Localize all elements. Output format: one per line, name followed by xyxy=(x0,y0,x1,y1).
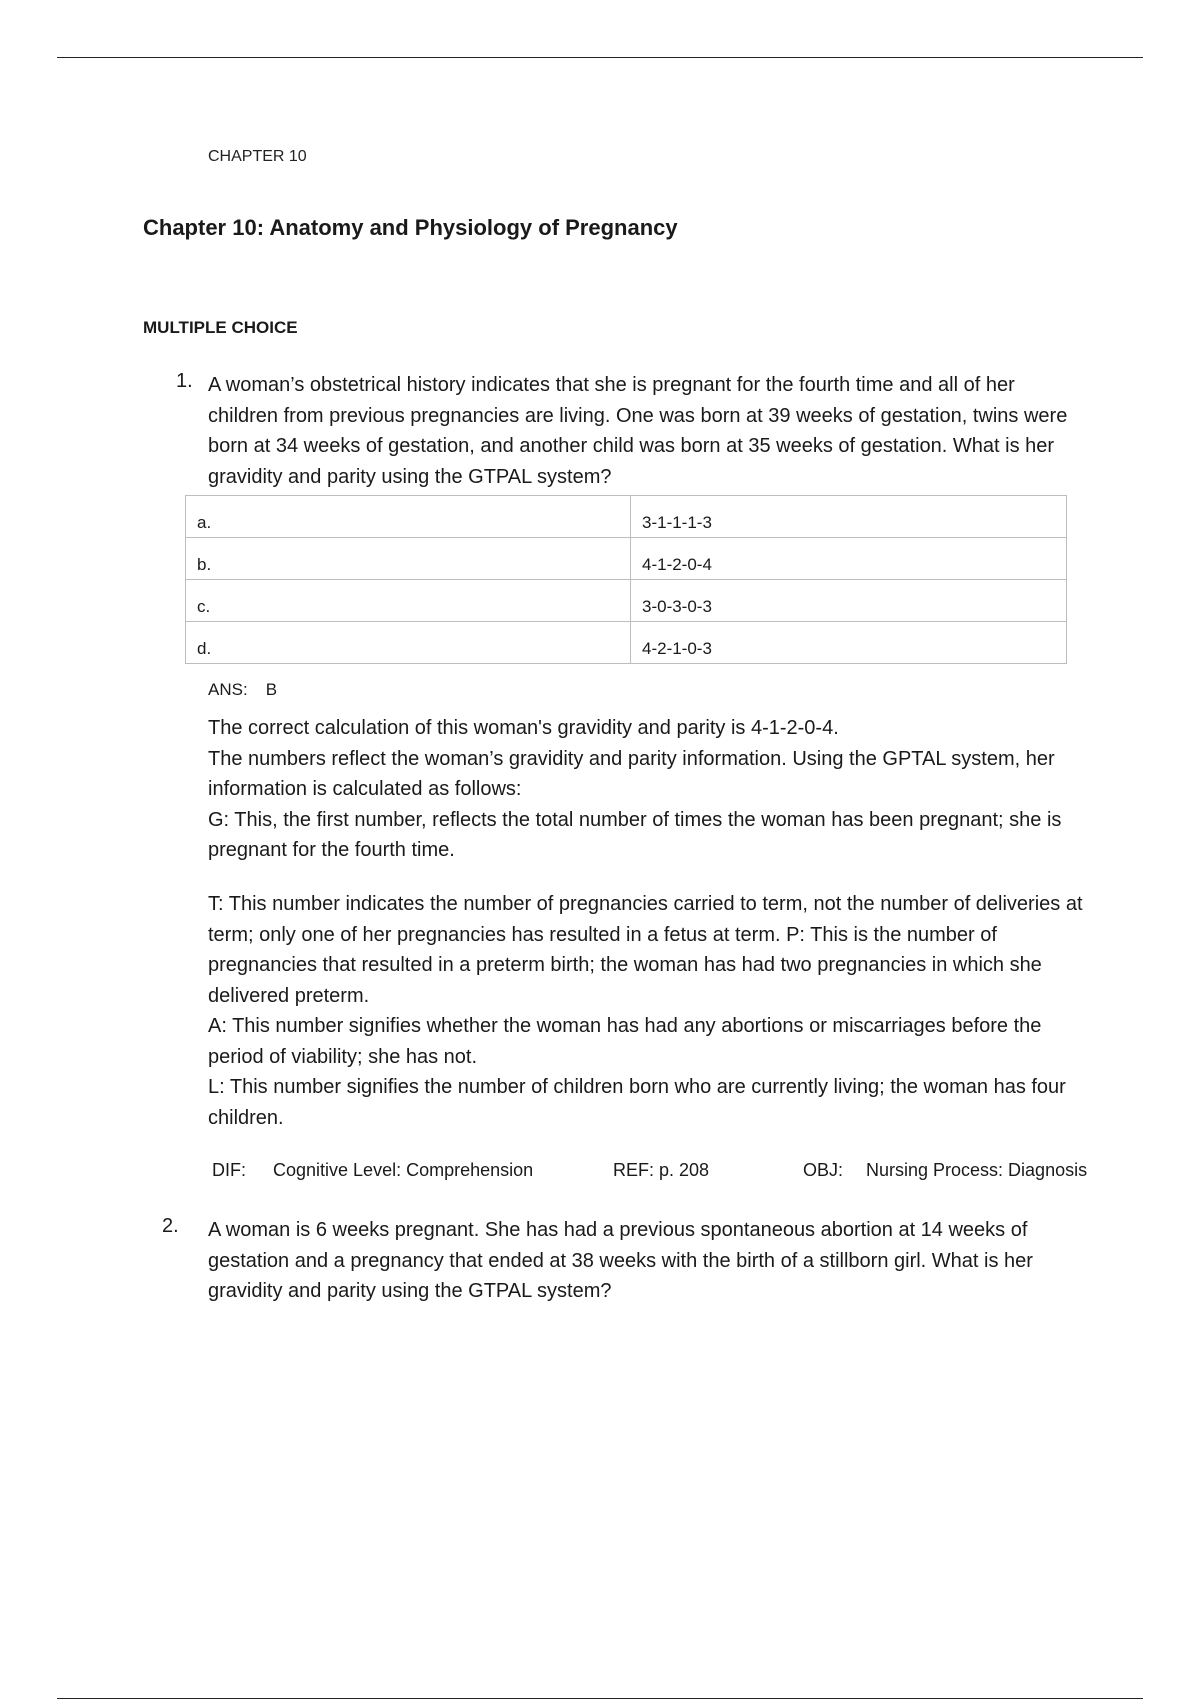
answer-value: B xyxy=(265,680,278,699)
rationale-paragraph: G: This, the first number, reflects the total number of times the woman has been pregnant; she is pregnant for the fourth time. xyxy=(208,808,1062,861)
rationale-paragraph: T: This number indicates the number of pregnancies carried to term, not the number of deliveries at term; only one of her pregnancies has resulted in a fetus at term. P: This is the number of pregnancies that resulted in a preterm birth; the woman has had two pregnancies in which she delivered preterm. xyxy=(208,893,1083,1007)
rationale-paragraph: A: This number signifies whether the woman has had any abortions or miscarriages before the period of viability; she has not. xyxy=(208,1015,1042,1068)
question-1-choices xyxy=(185,495,1067,664)
question-1-stem: A woman’s obstetrical history indicates that she is pregnant for the fourth time and all of her children from previous pregnancies are living. One was born at 39 weeks of gestation, twins were born at 34 weeks of gestation, and another child was born at 35 weeks of gestation. What is her gravidity and parity using the GTPAL system? xyxy=(208,374,1068,488)
running-head: CHAPTER 10 xyxy=(208,148,307,165)
page-title: Chapter 10: Anatomy and Physiology of Pregnancy xyxy=(143,215,678,240)
footer-rule xyxy=(57,1698,1143,1699)
question-1-number: 1. xyxy=(176,370,193,392)
choice-letter: a. xyxy=(186,496,631,538)
ref-value: REF: p. 208 xyxy=(613,1160,710,1180)
rationale-block-1 xyxy=(208,713,1088,866)
answer-label: ANS: xyxy=(208,680,248,699)
rationale-block-2 xyxy=(208,889,1088,1133)
choice-row-c[interactable] xyxy=(186,580,1067,622)
obj-label: OBJ: xyxy=(803,1160,844,1180)
obj-value: Nursing Process: Diagnosis xyxy=(866,1160,1088,1180)
choice-letter: b. xyxy=(186,538,631,580)
answer-line xyxy=(208,680,277,700)
choice-row-d[interactable] xyxy=(186,622,1067,664)
choice-letter: d. xyxy=(186,622,631,664)
choice-letter: c. xyxy=(186,580,631,622)
rationale-paragraph: The numbers reflect the woman’s gravidity and parity information. Using the GPTAL system, her information is calculated as follows: xyxy=(208,747,1055,800)
choice-text: 4-1-2-0-4 xyxy=(631,538,1067,580)
question-2-stem: A woman is 6 weeks pregnant. She has had a previous spontaneous abortion at 14 weeks of gestation and a pregnancy that ended at 38 weeks with the birth of a stillborn girl. What is her gravidity and parity using the GTPAL system? xyxy=(208,1219,1033,1302)
rationale-paragraph: The correct calculation of this woman's gravidity and parity is 4-1-2-0-4. xyxy=(208,717,839,739)
section-heading: MULTIPLE CHOICE xyxy=(143,318,298,337)
choice-text: 3-0-3-0-3 xyxy=(631,580,1067,622)
choice-text: 3-1-1-1-3 xyxy=(631,496,1067,538)
dif-label: DIF: xyxy=(212,1160,246,1180)
choice-row-b[interactable] xyxy=(186,538,1067,580)
header-rule xyxy=(57,57,1143,58)
choice-row-a[interactable] xyxy=(186,496,1067,538)
question-2-number: 2. xyxy=(162,1215,179,1237)
rationale-paragraph: L: This number signifies the number of children born who are currently living; the woman has four children. xyxy=(208,1076,1066,1129)
choice-text: 4-2-1-0-3 xyxy=(631,622,1067,664)
dif-value: Cognitive Level: Comprehension xyxy=(273,1160,534,1180)
